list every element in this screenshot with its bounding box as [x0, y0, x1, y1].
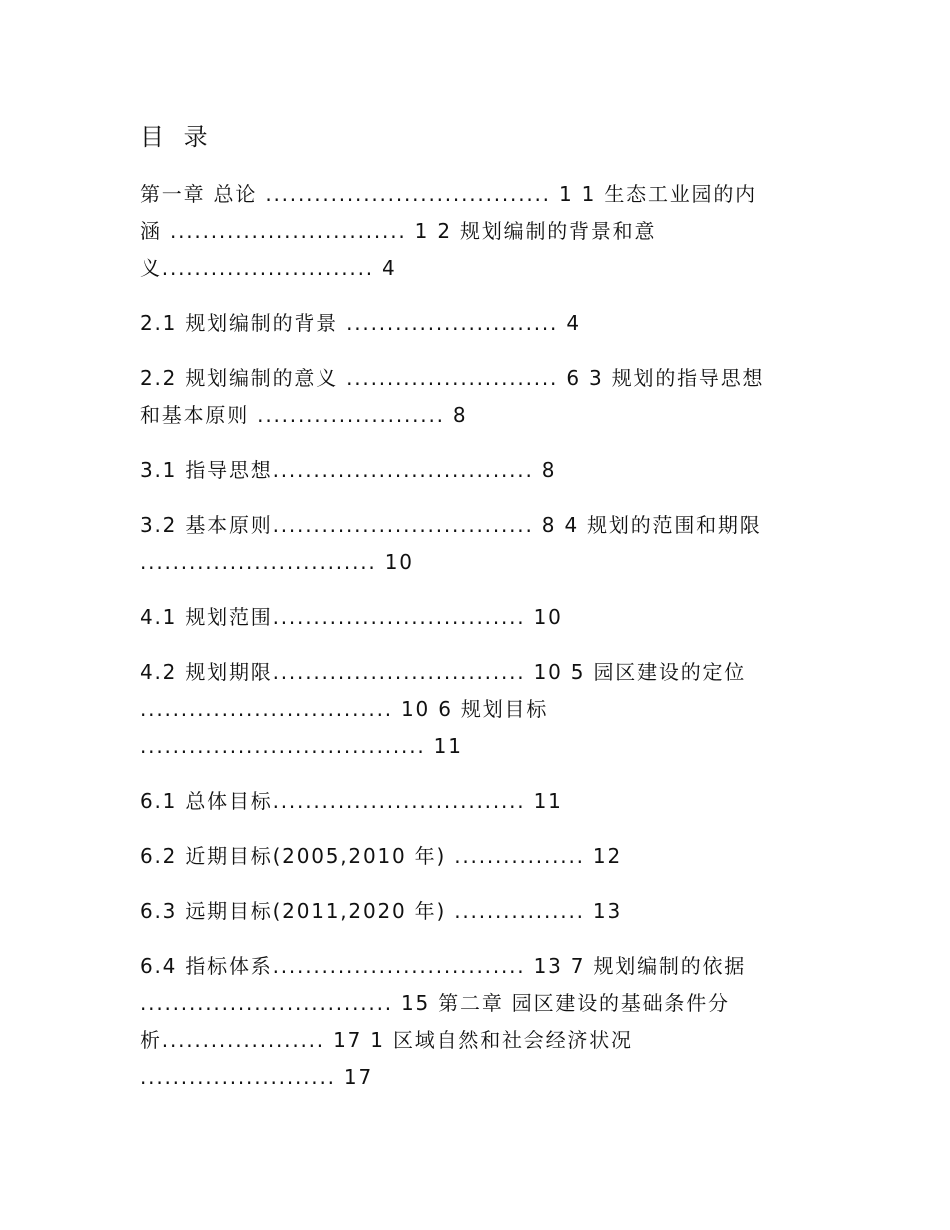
- toc-line: ............................... 15 第二章 园区建设的基础条件分: [140, 991, 730, 1015]
- toc-entry: [140, 838, 820, 875]
- toc-line: 义.......................... 4: [140, 256, 397, 280]
- toc-line: 3.1 指导思想................................ 8: [140, 458, 557, 482]
- toc-entry: [140, 599, 820, 636]
- toc-entry: [140, 452, 820, 489]
- toc-title: 目 录: [140, 123, 214, 151]
- toc-line: 析.................... 17 1 区域自然和社会经济状况: [140, 1028, 633, 1052]
- toc-entry: [140, 507, 820, 581]
- toc-entry: [140, 176, 820, 287]
- toc-line: ........................ 17: [140, 1065, 373, 1089]
- toc-entry: [140, 305, 820, 342]
- toc-line: 6.2 近期目标(2005,2010 年) ................ 12: [140, 844, 622, 868]
- toc-entry: [140, 360, 820, 434]
- toc-line: 第一章 总论 ................................... 1 1 生态工业园的内: [140, 182, 757, 206]
- toc-line: 涵 ............................. 1 2 规划编制的背景和意: [140, 219, 657, 243]
- toc-entry: [140, 654, 820, 765]
- toc-line: 6.3 远期目标(2011,2020 年) ................ 13: [140, 899, 622, 923]
- toc-line: 4.2 规划期限............................... 10 5 园区建设的定位: [140, 660, 747, 684]
- toc-line: 2.2 规划编制的意义 .......................... 6 3 规划的指导思想: [140, 366, 765, 390]
- toc-entry: [140, 783, 820, 820]
- table-of-contents: [140, 176, 820, 1114]
- toc-line: ................................... 11: [140, 734, 463, 758]
- toc-line: 4.1 规划范围............................... 10: [140, 605, 563, 629]
- toc-line: ............................. 10: [140, 550, 414, 574]
- toc-line: ............................... 10 6 规划目标: [140, 697, 549, 721]
- toc-line: 6.4 指标体系............................... 13 7 规划编制的依据: [140, 954, 747, 978]
- toc-line: 3.2 基本原则................................ 8 4 规划的范围和期限: [140, 513, 762, 537]
- toc-entry: [140, 948, 820, 1096]
- toc-line: 6.1 总体目标............................... 11: [140, 789, 563, 813]
- toc-line: 和基本原则 ....................... 8: [140, 403, 468, 427]
- toc-entry: [140, 893, 820, 930]
- toc-line: 2.1 规划编制的背景 .......................... 4: [140, 311, 581, 335]
